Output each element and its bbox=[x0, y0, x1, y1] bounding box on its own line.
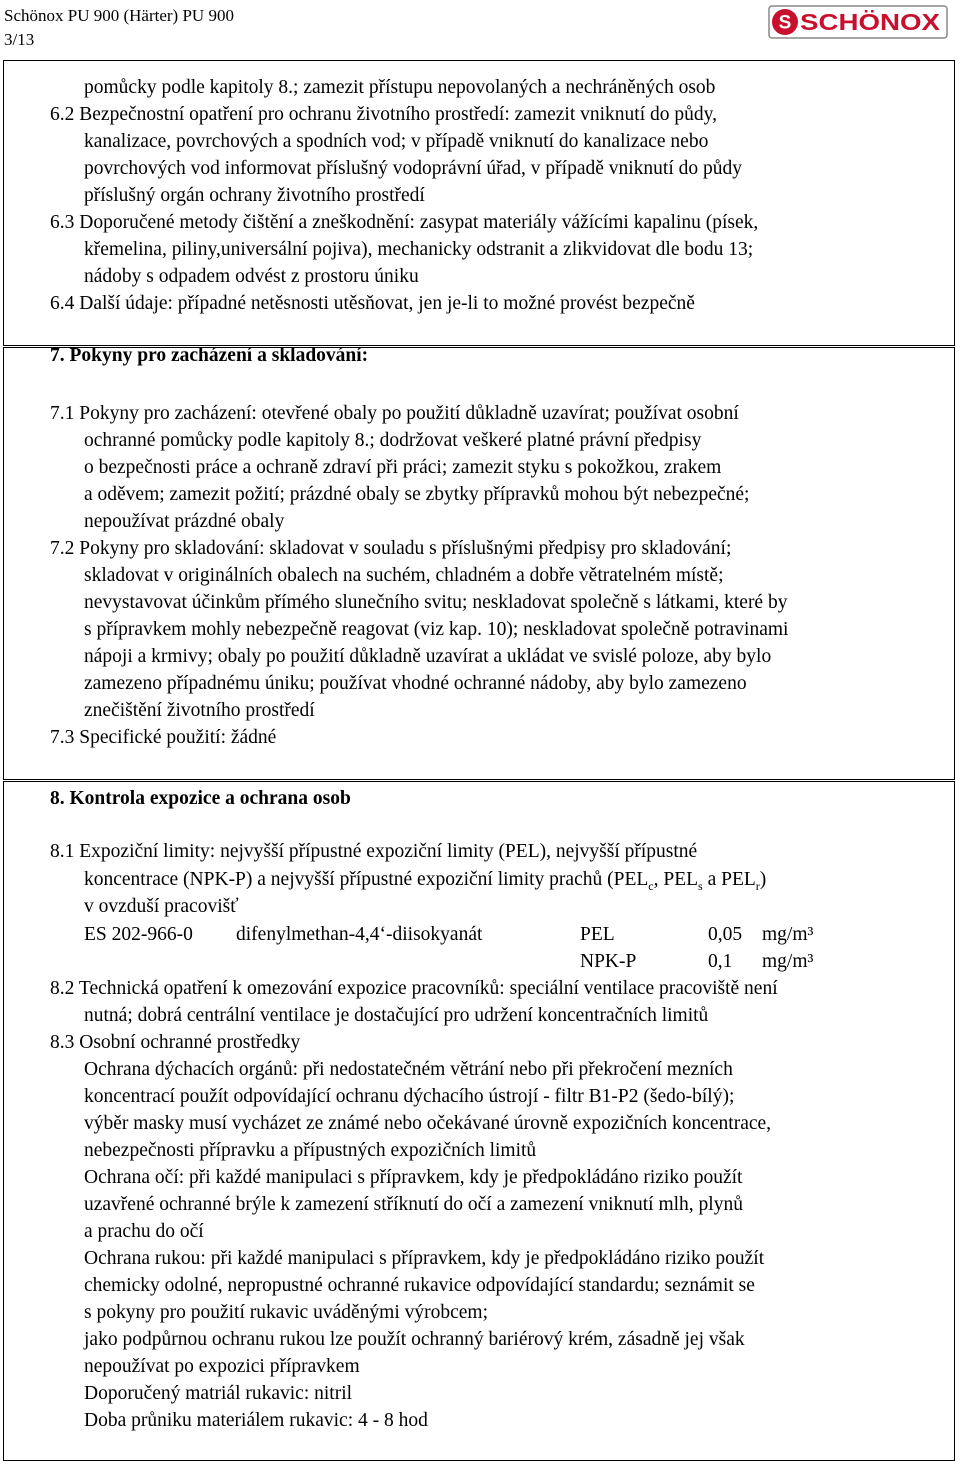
s7-line: 7.1 Pokyny pro zacházení: otevřené obaly po použití důkladně uzavírat; používat osobní bbox=[50, 403, 739, 424]
s6-line: 6.4 Další údaje: případné netěsnosti utěsňovat, jen je-li to možné provést bezpečně bbox=[50, 293, 695, 314]
s8-line: 8.3 Osobní ochranné prostředky bbox=[50, 1032, 301, 1053]
section-8-box bbox=[3, 781, 955, 1461]
limit-pel-label: PEL bbox=[580, 924, 615, 945]
s8-line: nebezpečnosti přípravku a přípustných expozičních limitů bbox=[84, 1140, 537, 1161]
s8-line: chemicky odolné, nepropustné ochranné rukavice odpovídající standardu; seznámit se bbox=[84, 1275, 755, 1296]
logo-wordmark: SCHÖNOX bbox=[800, 9, 941, 35]
s6-line: 6.3 Doporučené metody čištění a zneškodnění: zasypat materiály vážícími kapalinu (písek, bbox=[50, 212, 759, 233]
section-7-box bbox=[3, 347, 955, 780]
limit-npk-label: NPK-P bbox=[580, 951, 637, 972]
s8-line: 8.1 Expoziční limity: nejvyšší přípustné expoziční limity (PEL), nejvyšší přípustné bbox=[50, 841, 698, 862]
s7-line: s přípravkem mohly nebezpečně reagovat (viz kap. 10); neskladovat společně potravinami bbox=[84, 619, 789, 640]
s8-line: Ochrana očí: při každé manipulaci s přípravkem, kdy je předpokládáno riziko použít bbox=[84, 1167, 743, 1188]
s7-line: nápoji a krmivy; obaly po použití důkladně uzavírat a ukládat ve svislé poloze, aby bylo bbox=[84, 646, 772, 667]
s8-line: jako podpůrnou ochranu rukou lze použít ochranný bariérový krém, zásadně jej však bbox=[84, 1329, 745, 1350]
s7-line: 7.2 Pokyny pro skladování: skladovat v souladu s příslušnými předpisy pro skladování; bbox=[50, 538, 732, 559]
s7-line: o bezpečnosti práce a ochraně zdraví při práci; zamezit styku s pokožkou, zrakem bbox=[84, 457, 722, 478]
s6-line: kanalizace, povrchových a spodních vod; v případě vniknutí do kanalizace nebo bbox=[84, 131, 709, 152]
section-7-heading: 7. Pokyny pro zacházení a skladování: bbox=[50, 345, 369, 366]
s6-line: povrchových vod informovat příslušný vodoprávní úřad, v případě vniknutí do půdy bbox=[84, 158, 743, 179]
s6-line: příslušný orgán ochrany životního prostředí bbox=[84, 185, 425, 206]
s8-line: a prachu do očí bbox=[84, 1221, 204, 1242]
s8-line: Doba průniku materiálem rukavic: 4 - 8 hod bbox=[84, 1410, 428, 1431]
s8-line: koncentrací použít odpovídající ochranu dýchacího ústrojí - filtr B1-P2 (šedo-bílý); bbox=[84, 1086, 735, 1107]
s7-line: znečištění životního prostředí bbox=[84, 700, 315, 721]
s8-line: Doporučený matriál rukavic: nitril bbox=[84, 1383, 353, 1404]
s7-line: nepoužívat prázdné obaly bbox=[84, 511, 285, 532]
s6-line: 6.2 Bezpečnostní opatření pro ochranu životního prostředí: zamezit vniknutí do půdy, bbox=[50, 104, 717, 125]
s8-line: Ochrana dýchacích orgánů: při nedostatečném větrání nebo při překročení mezních bbox=[84, 1059, 733, 1080]
limit-npk-unit: mg/m³ bbox=[762, 951, 814, 972]
s8-line: Ochrana rukou: při každé manipulaci s přípravkem, kdy je předpokládáno riziko použít bbox=[84, 1248, 765, 1269]
limit-substance: difenylmethan-4,4‘-diisokyanát bbox=[236, 924, 483, 945]
s8-line: s pokyny pro použití rukavic uváděnými výrobcem; bbox=[84, 1302, 488, 1323]
s6-line: křemelina, piliny,universální pojiva), mechanicky odstranit a zlikvidovat dle bodu 13; bbox=[84, 239, 754, 260]
limit-pel-unit: mg/m³ bbox=[762, 924, 814, 945]
section-6-box bbox=[3, 60, 955, 346]
s8-line: uzavřené ochranné brýle k zamezení stříknutí do očí a zamezení vniknutí mlh, plynů bbox=[84, 1194, 743, 1215]
s7-line: nevystavovat účinkům přímého slunečního svitu; neskladovat společně s látkami, které by bbox=[84, 592, 788, 613]
svg-text:S: S bbox=[778, 12, 792, 34]
s8-line: nepoužívat po expozici přípravkem bbox=[84, 1356, 360, 1377]
limit-pel-value: 0,05 bbox=[708, 924, 743, 945]
document-header bbox=[4, 4, 234, 52]
section-8-heading: 8. Kontrola expozice a ochrana osob bbox=[50, 788, 351, 809]
concentration-line: koncentrace (NPK-P) a nejvyšší přípustné expoziční limity prachů ($PEL_c$, $PEL_s$ a $PEL_r$) bbox=[84, 869, 767, 893]
s7-line: zamezeno případnému úniku; používat vhodné ochranné nádoby, aby bylo zamezeno bbox=[84, 673, 747, 694]
s6-line: pomůcky podle kapitoly 8.; zamezit přístupu nepovolaných a nechráněných osob bbox=[84, 77, 716, 98]
s7-line: a oděvem; zamezit požití; prázdné obaly se zbytky přípravků mohou být nebezpečné; bbox=[84, 484, 750, 505]
s8-line: výběr masky musí vycházet ze známé nebo očekávané úrovně expozičních koncentrace, bbox=[84, 1113, 772, 1134]
limit-es-number: ES 202-966-0 bbox=[84, 924, 193, 945]
s8-line: 8.2 Technická opatření k omezování expozice pracovníků: speciální ventilace pracoviště není bbox=[50, 978, 778, 999]
s6-line: nádoby s odpadem odvést z prostoru úniku bbox=[84, 266, 419, 287]
s7-line: 7.3 Specifické použití: žádné bbox=[50, 727, 277, 748]
s8-line: v ovzduší pracovišť bbox=[84, 896, 239, 917]
page-number: 3/13 bbox=[4, 30, 35, 49]
schonox-logo bbox=[768, 5, 948, 39]
product-name: Schönox PU 900 (Härter) PU 900 bbox=[4, 6, 234, 25]
s7-line: ochranné pomůcky podle kapitoly 8.; dodržovat veškeré platné právní předpisy bbox=[84, 430, 702, 451]
s7-line: skladovat v originálních obalech na suchém, chladném a dobře větratelném místě; bbox=[84, 565, 724, 586]
s8-line: nutná; dobrá centrální ventilace je dostačující pro udržení koncentračních limitů bbox=[84, 1005, 709, 1026]
limit-npk-value: 0,1 bbox=[708, 951, 733, 972]
